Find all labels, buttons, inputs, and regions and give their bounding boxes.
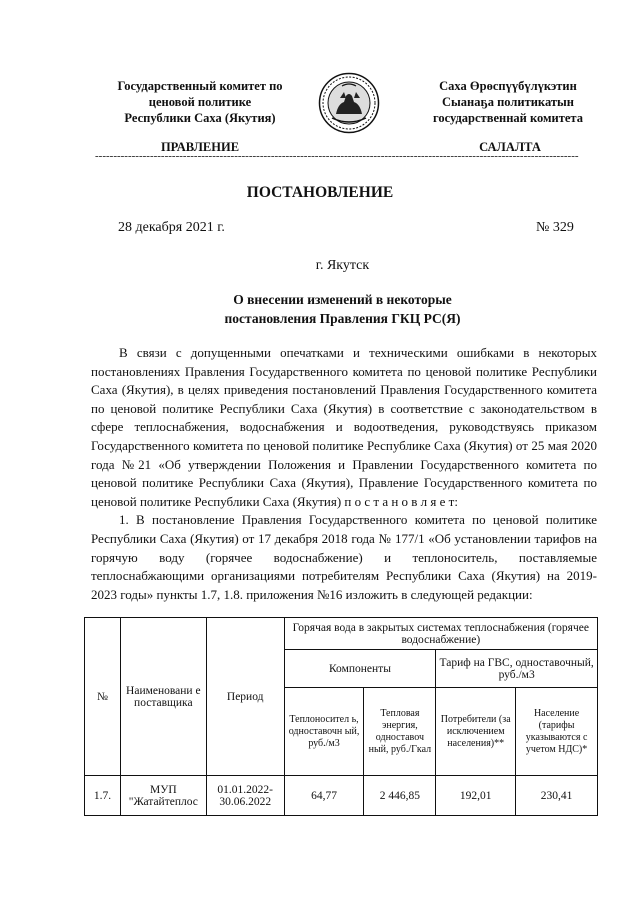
header-cell-population: Население (тарифы указываются с учетом НДС)* <box>516 688 598 776</box>
department-label-yakut: САЛАЛТА <box>479 140 541 154</box>
header-cell-consumers: Потребители (за исключением населения)** <box>436 688 516 776</box>
header-cell-tariff: Тариф на ГВС, одноставочный, руб./м3 <box>436 650 598 688</box>
header-cell-number: № <box>85 618 121 776</box>
table-row <box>85 776 598 816</box>
row-thermal: 2 446,85 <box>364 776 436 816</box>
committee-name-yakut <box>398 78 618 126</box>
department-label-russian: ПРАВЛЕНИЕ <box>160 140 240 154</box>
document-number: № 329 <box>536 220 574 235</box>
header-cell-supplier: Наименовани е поставщика <box>120 618 206 776</box>
committee-name-line: ценовой политике <box>148 95 252 109</box>
coat-of-arms-icon <box>318 72 380 134</box>
committee-name-line: государственнай комитета <box>433 111 583 125</box>
document-subject <box>0 290 640 328</box>
subject-line: постановления Правления ГКЦ РС(Я) <box>224 311 461 326</box>
header-cell-components: Компоненты <box>284 650 436 688</box>
committee-name-line: Республики Саха (Якутия) <box>124 111 276 125</box>
header-cell-coolant: Теплоносител ь, одноставочн ый, руб./м3 <box>284 688 364 776</box>
committee-name-line: Сыанаҕа политикатын <box>442 95 574 109</box>
row-coolant: 64,77 <box>284 776 364 816</box>
subject-line: О внесении изменений в некоторые <box>233 292 452 307</box>
header-cell-hot-water: Горячая вода в закрытых системах теплоснабжения (горячее водоснабжение) <box>284 618 597 650</box>
committee-name-line: Саха Өрөспүүбүлүкэтин <box>439 79 577 93</box>
row-consumers: 192,01 <box>436 776 516 816</box>
body-paragraph: 1. В постановление Правления Государственного комитета по ценовой политике Республики Саха (Якутия) от 17 декабря 2018 года № 177/1 «Об установлении тарифов на горячую воду (горячее водоснабжение) и теплоноситель, поставляемые теплоснабжающими организациями потребителям Республики Саха (Якутия) на 2019-2023 годы» пункты 1.7, 1.8. приложения №16 изложить в следующей редакции: <box>91 512 597 602</box>
document-date: 28 декабря 2021 г. <box>118 220 225 235</box>
header-divider: ------------------------------------------------------------------------------------------------------------------------------------ <box>95 151 579 161</box>
header-cell-period: Период <box>206 618 284 776</box>
committee-name-russian <box>90 78 310 126</box>
committee-name-line: Государственный комитет по <box>117 79 283 93</box>
row-supplier: МУП "Жатайтеплос <box>120 776 206 816</box>
document-title: ПОСТАНОВЛЕНИЕ <box>246 184 394 201</box>
document-body <box>91 344 597 604</box>
document-city: г. Якутск <box>315 258 370 273</box>
body-paragraph: В связи с допущенными опечатками и техническими ошибками в некоторых постановлениях Правления Государственного комитета по ценовой политике Республики Саха (Якутия), в целях приведения постановлений Правления Государственного комитета по ценовой политике Республики Саха (Якутия) в соответствие с законодательством в сфере теплоснабжения, водоснабжения и водоотведения, руководствуясь приказом Государственного комитета по ценовой политике Республике Саха (Якутия) от 25 мая 2020 года №21 «Об утверждении Положения и Правлении Государственного комитета по ценовой политике Республики Саха (Якутия), Правление Государственного комитета по ценовой политике Республики Саха (Якутия) п о с т а н о в л я е т: <box>91 345 597 509</box>
row-number: 1.7. <box>85 776 121 816</box>
row-period: 01.01.2022-30.06.2022 <box>206 776 284 816</box>
row-population: 230,41 <box>516 776 598 816</box>
header-cell-thermal: Тепловая энергия, одноставоч ный, руб./Гкал <box>364 688 436 776</box>
tariff-table <box>84 617 598 816</box>
